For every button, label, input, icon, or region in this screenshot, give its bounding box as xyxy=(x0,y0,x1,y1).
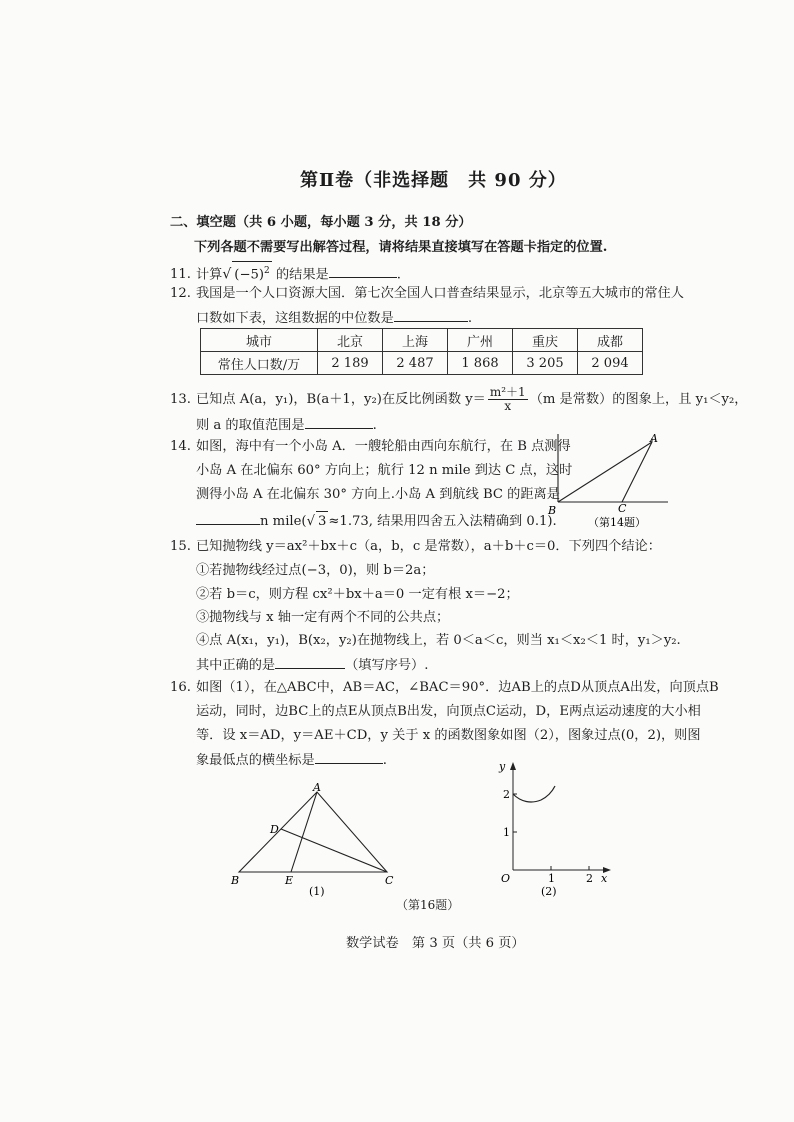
conclusion-4: ④点 A(x₁，y₁)，B(x₂，y₂)在抛物线上，若 0＜a＜c，则当 x₁＜x₂＜1 时，y₁＞y₂. xyxy=(196,633,681,648)
answer-blank-14[interactable] xyxy=(196,510,260,525)
segment-dc xyxy=(281,829,387,872)
origin-label: O xyxy=(501,872,511,885)
conclusion-2: ②若 b＝c，则方程 cx²＋bx＋a＝0 一定有根 x＝−2； xyxy=(196,587,519,602)
question-13-line2: 则 a 的取值范围是 . xyxy=(196,414,377,435)
question-12-line2: 口数如下表，这组数据的中位数是 . xyxy=(196,307,472,328)
table-cell: 2 487 xyxy=(383,352,448,375)
question-11: 11. 计算√ $(-5)^2$ 的结果是 . xyxy=(170,261,401,284)
label-e: E xyxy=(285,874,294,887)
figure-16-1 xyxy=(225,782,405,902)
table-cell: 重庆 xyxy=(513,329,578,352)
part-heading: 二、填空题（共 6 小题，每小题 3 分，共 18 分） xyxy=(170,215,472,230)
q11-post: 的结果是 xyxy=(275,267,329,283)
population-table xyxy=(200,328,643,375)
answer-blank-15[interactable] xyxy=(275,654,345,669)
page-footer: 数学试卷 第 3 页（共 6 页） xyxy=(346,936,525,951)
table-cell: 上海 xyxy=(383,329,448,352)
table-cell: 成都 xyxy=(578,329,643,352)
table-cell: 2 094 xyxy=(578,352,643,375)
answer-blank-11[interactable] xyxy=(329,263,397,278)
figure-14 xyxy=(540,430,680,530)
question-14-line1: 14. 如图，海中有一个小岛 A．一艘轮船由西向东航行，在 B 点测得 xyxy=(170,439,571,454)
answer-blank-13[interactable] xyxy=(305,414,373,429)
table-header-row xyxy=(201,329,643,352)
segment-ba xyxy=(558,442,652,502)
table-cell: 北京 xyxy=(318,329,383,352)
tick-label-x-1: 1 xyxy=(548,872,555,885)
axis-label-y: y xyxy=(499,760,506,773)
conclusion-3: ③抛物线与 x 轴一定有两个不同的公共点； xyxy=(196,610,450,625)
question-14-line2: 小岛 A 在北偏东 60° 方向上；航行 12 n mile 到达 C 点，这时 xyxy=(196,463,573,478)
question-number: 13. xyxy=(170,392,191,407)
label-b: B xyxy=(231,874,240,887)
figure-16-caption: （第16题） xyxy=(396,898,460,912)
label-a: A xyxy=(313,782,321,794)
question-14-line3: 测得小岛 A 在北偏东 30° 方向上.小岛 A 到航线 BC 的距离是 xyxy=(196,487,560,502)
question-13-line1: 13. 已知点 A(a，y₁)，B(a＋1，y₂)在反比例函数 y＝ $\frac{\text{m²＋1}}{x}$ （m 是常数）的图象上，且 y₁＜y₂， xyxy=(170,385,748,413)
label-c: C xyxy=(385,874,394,887)
question-16-line4: 象最低点的横坐标是 . xyxy=(196,749,387,770)
segment-ae xyxy=(291,792,317,872)
figure-caption: (1) xyxy=(309,885,325,898)
question-15-end: 其中正确的是 （填写序号）. xyxy=(196,654,428,675)
question-12-line1: 12. 我国是一个人口资源大国．第七次全国人口普查结果显示，北京等五大城市的常住人 xyxy=(170,286,684,301)
part-instruction: 下列各题不需要写出解答过程，请将结果直接填写在答题卡指定的位置. xyxy=(194,240,608,255)
table-cell: 1 868 xyxy=(448,352,513,375)
question-number: 15. xyxy=(170,539,191,554)
answer-blank-16[interactable] xyxy=(315,749,383,764)
question-16-line3: 等．设 x＝AD，y＝AE＋CD，y 关于 x 的函数图象如图（2），图象过点(0，2)，则图 xyxy=(196,728,701,743)
question-16-line2: 运动，同时，边BC上的点E从顶点B出发，向顶点C运动，D，E两点运动速度的大小相 xyxy=(196,704,701,719)
conclusion-1: ①若抛物线经过点(−3，0)，则 b＝2a； xyxy=(196,563,435,578)
label-c: C xyxy=(618,502,627,515)
answer-blank-12[interactable] xyxy=(394,307,468,322)
question-15-line1: 15. 已知抛物线 y＝ax²＋bx＋c（a，b，c 是常数），a＋b＋c＝0．下列四个结论： xyxy=(170,539,661,554)
section-title: 第Ⅱ卷（非选择题 共 90 分） xyxy=(300,170,567,191)
question-16-line1: 16. 如图（1），在△ABC中，AB＝AC，∠BAC＝90°．边AB上的点D从顶点A出发，向顶点B xyxy=(170,680,719,695)
figure-caption: (2) xyxy=(541,885,557,898)
figure-caption: （第14题） xyxy=(588,516,646,529)
question-number: 16. xyxy=(170,680,191,695)
table-cell: 3 205 xyxy=(513,352,578,375)
question-14-line4: n mile(√ 3 ≈1.73, 结果用四舍五入法精确到 0.1). xyxy=(196,510,557,531)
q11-radical: $(-5)^2$ xyxy=(232,261,271,284)
question-number: 12. xyxy=(170,286,191,301)
tick-label-y-1: 1 xyxy=(503,826,510,839)
question-number: 14. xyxy=(170,439,191,454)
table-cell: 2 189 xyxy=(318,352,383,375)
function-curve xyxy=(513,786,555,802)
tick-label-x-2: 2 xyxy=(586,872,593,885)
label-d: D xyxy=(270,823,279,836)
table-cell: 城市 xyxy=(201,329,318,352)
table-cell: 常住人口数/万 xyxy=(201,352,318,375)
fraction: $\frac{\text{m²＋1}}{x}$ xyxy=(489,385,526,413)
tick-label-y-2: 2 xyxy=(503,788,510,801)
q11-pre: 计算 xyxy=(196,267,223,283)
table-row xyxy=(201,352,643,375)
table-cell: 广州 xyxy=(448,329,513,352)
question-number: 11. xyxy=(170,267,191,283)
label-b: B xyxy=(548,504,557,517)
label-a: A xyxy=(650,432,658,445)
y-axis-arrow xyxy=(510,762,516,770)
axis-label-x: x xyxy=(601,872,608,885)
figure-16-2 xyxy=(495,758,625,898)
